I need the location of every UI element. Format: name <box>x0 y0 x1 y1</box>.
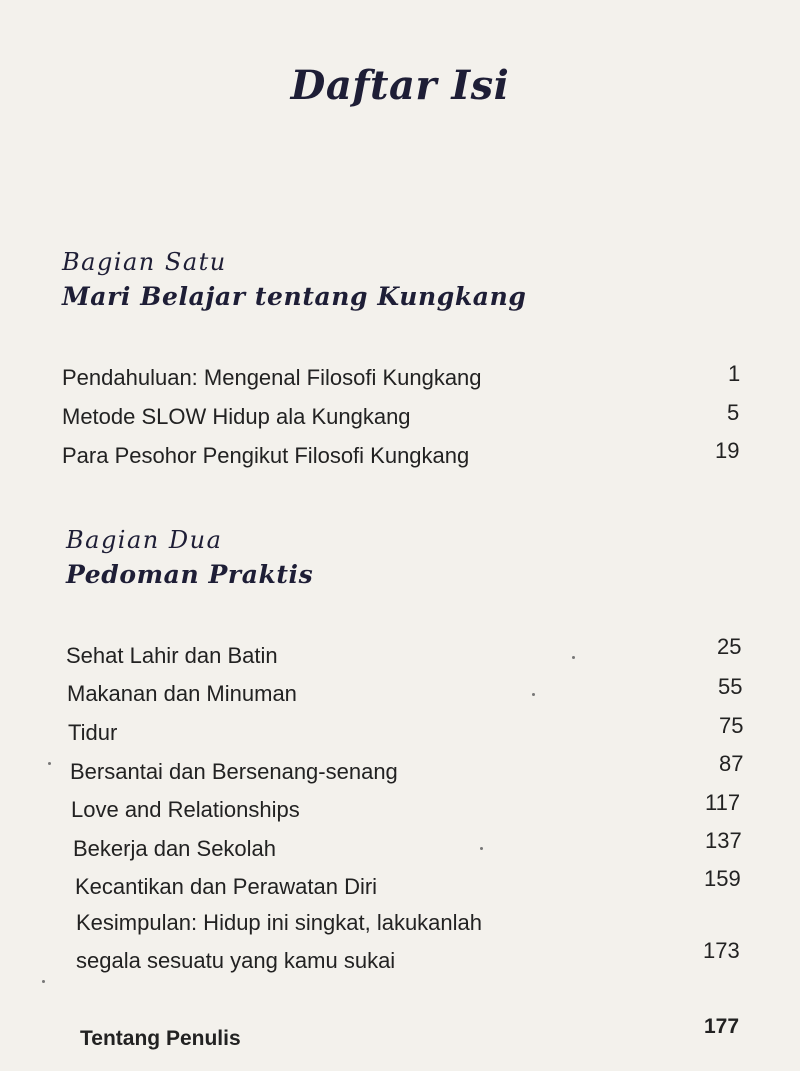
toc-entry-title: Sehat Lahir dan Batin <box>66 643 278 668</box>
toc-entry-page: 55 <box>718 674 743 699</box>
toc-entry-title: Bersantai dan Bersenang-senang <box>70 759 398 784</box>
toc-entry-page: 5 <box>727 400 740 425</box>
toc-entry[interactable] <box>62 400 747 436</box>
toc-entry[interactable] <box>68 713 752 752</box>
toc-entry[interactable] <box>76 910 760 976</box>
toc-entry-title: Para Pesohor Pengikut Filosofi Kungkang <box>62 443 470 468</box>
toc-entry[interactable] <box>66 634 750 675</box>
toc-entry[interactable] <box>70 751 754 791</box>
part-two-label: Bagian Dua <box>66 526 223 554</box>
toc-entry[interactable] <box>75 866 759 906</box>
print-speck <box>532 693 535 696</box>
toc-entry-page: 19 <box>715 438 740 463</box>
print-speck <box>572 656 575 659</box>
toc-entry-page: 159 <box>704 866 741 891</box>
toc-entry-author[interactable] <box>80 1015 748 1059</box>
toc-entry-page: 87 <box>719 751 744 776</box>
toc-entry-page: 75 <box>719 713 744 738</box>
toc-entry[interactable] <box>71 790 755 829</box>
part-one-label: Bagian Satu <box>62 248 227 276</box>
toc-entry-title: Kecantikan dan Perawatan Diri <box>75 874 378 899</box>
page-title: Daftar Isi <box>290 62 510 109</box>
toc-entry-page: 173 <box>703 938 740 963</box>
part-two-heading: Pedoman Praktis <box>66 560 314 589</box>
toc-entry-title: Love and Relationships <box>71 797 300 822</box>
part-one-heading: Mari Belajar tentang Kungkang <box>62 282 527 311</box>
toc-entry-title: Metode SLOW Hidup ala Kungkang <box>62 404 411 429</box>
toc-entry-page: 177 <box>704 1015 740 1038</box>
toc-entry-page: 137 <box>705 828 742 853</box>
toc-entry[interactable] <box>67 674 751 713</box>
toc-entry-title: Makanan dan Minuman <box>67 681 297 706</box>
toc-entry[interactable] <box>62 361 747 397</box>
toc-entry-title: Bekerja dan Sekolah <box>73 836 277 861</box>
toc-entry-title-line1: Kesimpulan: Hidup ini singkat, lakukanlah <box>76 910 483 935</box>
toc-entry-page: 25 <box>717 634 742 659</box>
toc-entry-title: Tentang Penulis <box>80 1027 241 1050</box>
print-speck <box>480 847 483 850</box>
toc-entry[interactable] <box>73 828 757 868</box>
toc-entry[interactable] <box>62 438 747 475</box>
print-speck <box>42 980 45 983</box>
toc-entry-title: Pendahuluan: Mengenal Filosofi Kungkang <box>62 365 482 390</box>
toc-entry-page: 1 <box>728 361 741 386</box>
toc-entry-title-line2: segala sesuatu yang kamu sukai <box>76 948 396 973</box>
toc-entry-page: 117 <box>705 790 741 815</box>
toc-entry-title: Tidur <box>68 720 118 745</box>
print-speck <box>48 762 51 765</box>
